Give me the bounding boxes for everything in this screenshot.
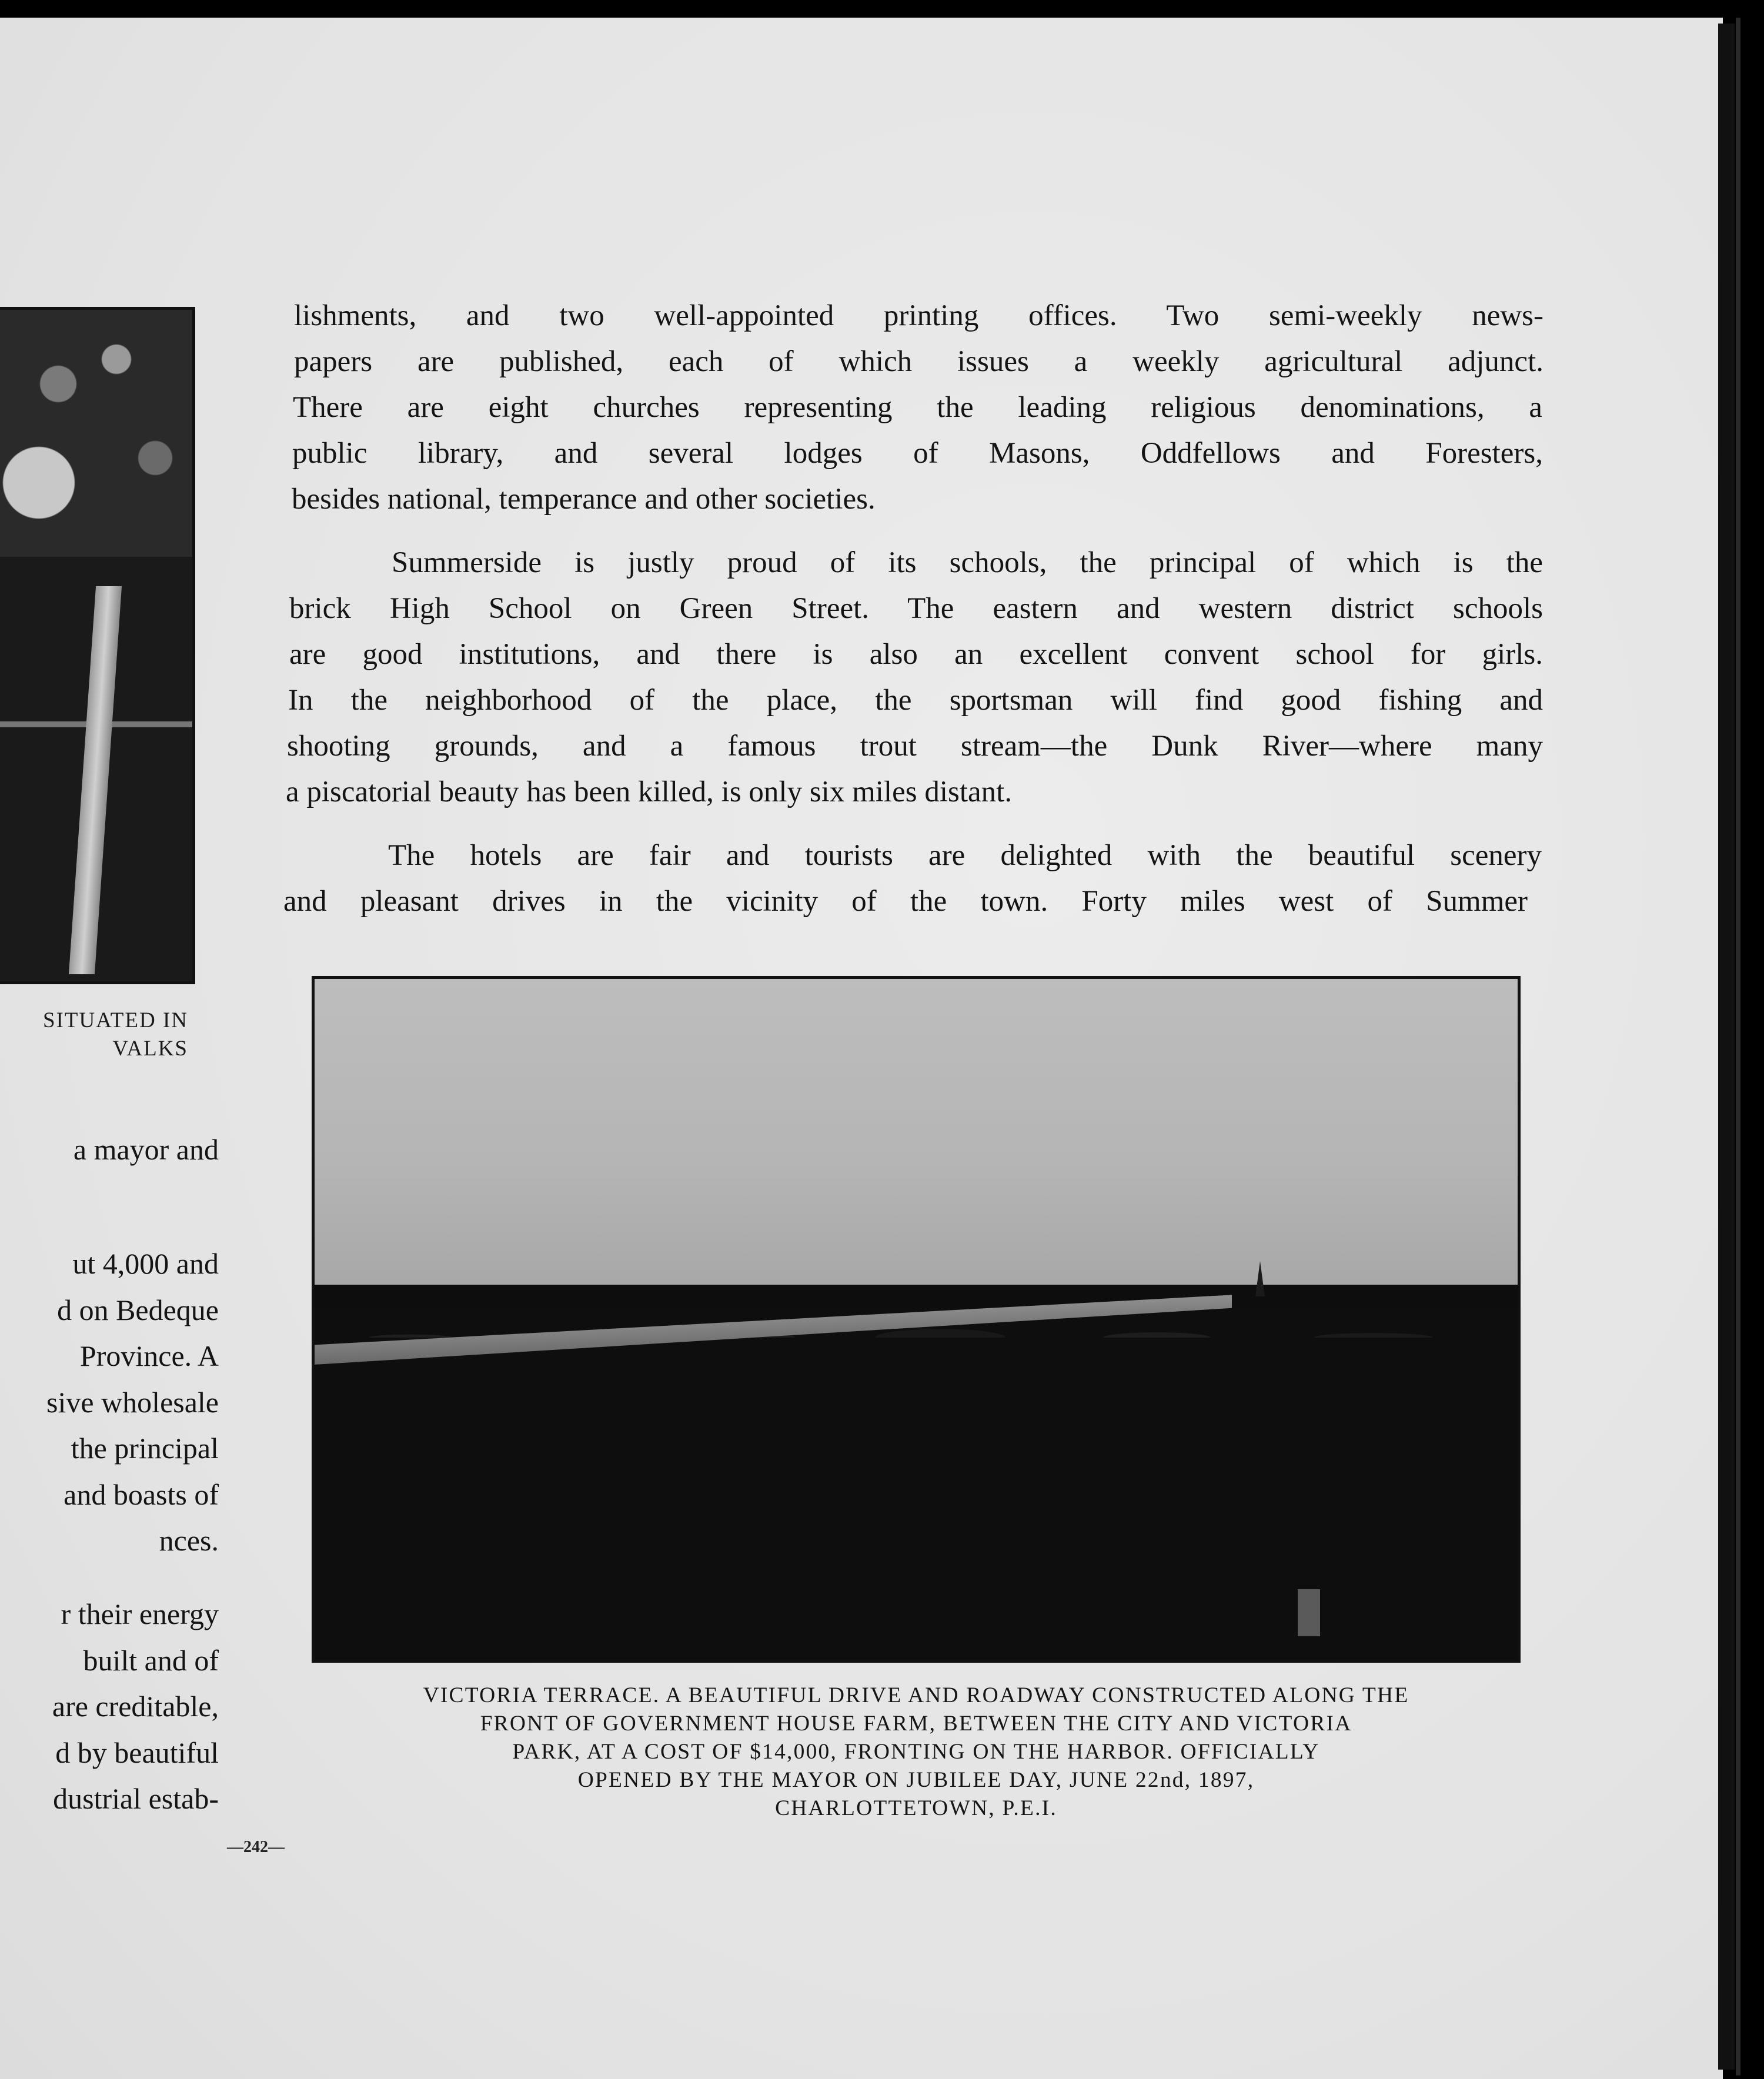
photo-caption-line: PARK, AT A COST OF $14,000, FRONTING ON THE HARBOR. OFFICIALLY [512,1740,1320,1764]
photo-caption-line: VICTORIA TERRACE. A BEAUTIFUL DRIVE AND ROADWAY CONSTRUCTED ALONG THE [423,1683,1409,1707]
body-text-line: lishments, and two well-appointed printing offices. Two semi-weekly news- [294,299,1544,332]
book-spine [1718,24,1735,2070]
left-photo-caption [0,1007,188,1063]
body-text-line: are good institutions, and there is also an excellent convent school for girls. [289,638,1543,671]
left-column-fragment-a [74,1127,219,1173]
photo-caption-line: FRONT OF GOVERNMENT HOUSE FARM, BETWEEN THE CITY AND VICTORIA [480,1712,1352,1736]
left-photograph [0,307,195,984]
body-text-line: and pleasant drives in the vicinity of the town. Forty miles west of Summer [283,885,1528,918]
photo-post [1298,1589,1320,1636]
left-text-line: and boasts of [64,1478,219,1511]
body-text-line: There are eight churches representing the leading religious denominations, a [293,391,1542,424]
photo-ground [315,1308,1518,1663]
body-text-line: a piscatorial beauty has been killed, is only six miles distant. [286,776,1013,808]
left-text-line: dustrial estab- [53,1782,219,1815]
left-text-line: nces. [159,1524,219,1557]
left-text-line: r their energy [61,1597,219,1630]
left-text-line: the principal [71,1432,219,1465]
body-text-line: Summerside is justly proud of its schools, the principal of which is the [392,546,1543,579]
body-text-line: besides national, temperance and other societies. [292,483,876,516]
left-text-line: d on Bedeque [57,1293,219,1326]
left-text-line: sive wholesale [46,1385,219,1419]
left-text-line: are creditable, [52,1690,219,1723]
body-text-line: papers are published, each of which issues a weekly agricultural adjunct. [294,345,1544,378]
page-number: —242— [227,1838,285,1856]
victoria-terrace-photograph [312,976,1521,1663]
left-caption-line: SITUATED IN [42,1008,188,1032]
photo-caption [312,1682,1521,1823]
left-text-line: built and of [83,1643,219,1677]
book-spine-edge [1736,18,1740,2075]
left-text-line: d by beautiful [55,1736,219,1769]
body-text-line: In the neighborhood of the place, the sportsman will find good fishing and [288,684,1543,717]
photo-sky [315,979,1518,1285]
body-text-line: brick High School on Green Street. The eastern and western district schools [289,592,1543,625]
church-steeple [1255,1261,1265,1296]
body-text-line: shooting grounds, and a famous trout stream—the Dunk River—where many [287,730,1543,763]
left-column-fragment-c [52,1591,219,1822]
tree-foliage [0,310,194,557]
left-text-line: ut 4,000 and [72,1247,219,1280]
body-text-line: The hotels are fair and tourists are delighted with the beautiful scenery [388,839,1542,872]
photo-caption-line: CHARLOTTETOWN, P.E.I. [775,1796,1057,1820]
left-text-line: a mayor and [73,1133,219,1166]
birch-trunk [69,586,122,974]
left-column-fragment-b [46,1241,219,1564]
left-caption-line: VALKS [112,1037,188,1061]
scan-border-right [1742,0,1764,2079]
left-text-line: Province. A [79,1339,219,1372]
photo-caption-line: OPENED BY THE MAYOR ON JUBILEE DAY, JUNE 22nd, 1897, [577,1768,1255,1792]
body-text-line: public library, and several lodges of Masons, Oddfellows and Foresters, [292,437,1543,470]
